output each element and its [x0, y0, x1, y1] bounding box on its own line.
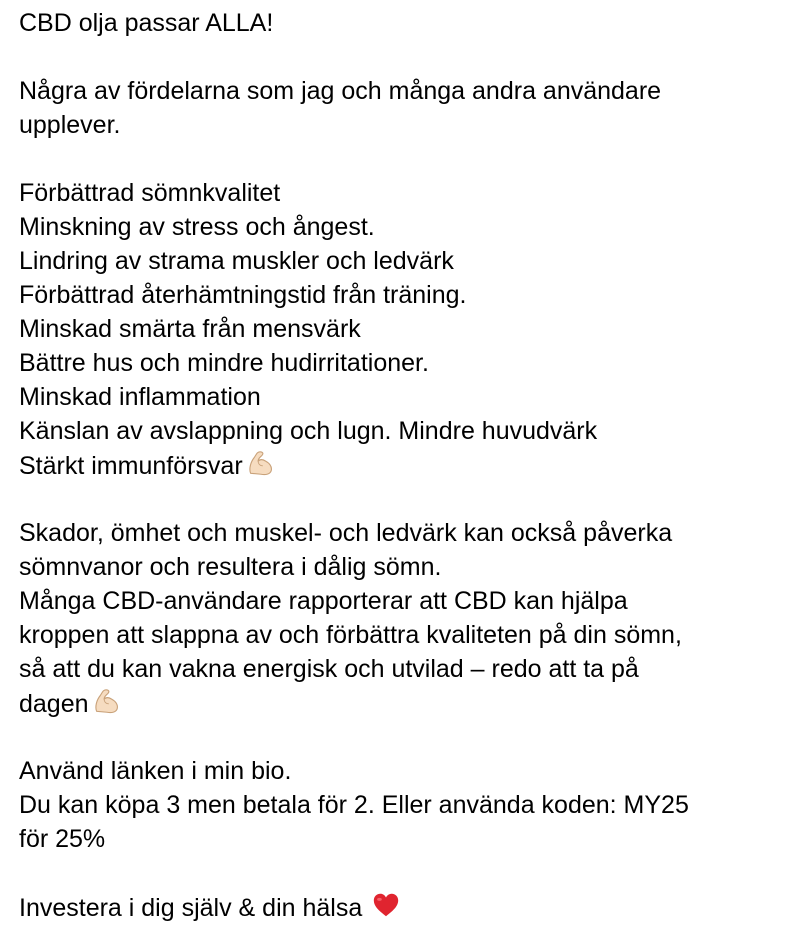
blank-line — [19, 40, 789, 74]
paragraph-line: kroppen att slappna av och förbättra kvaliteten på din sömn, — [19, 621, 682, 649]
intro-line: Några av fördelarna som jag och många andra användare — [19, 77, 662, 105]
paragraph-line-with-icon — [19, 686, 789, 720]
benefit-item: Bättre hus och mindre hudirritationer. — [19, 349, 429, 377]
blank-line — [19, 482, 789, 516]
benefit-item: Stärkt immunförsvar — [19, 452, 243, 480]
benefit-item: Lindring av strama muskler och ledvärk — [19, 247, 454, 275]
paragraph-line: Skador, ömhet och muskel- och ledvärk kan också påverka — [19, 519, 673, 547]
closing-line-with-icon — [19, 890, 789, 924]
benefit-item: Känslan av avslappning och lugn. Mindre huvudvärk — [19, 417, 598, 445]
benefit-item: Minskning av stress och ångest. — [19, 213, 375, 241]
blank-line — [19, 142, 789, 176]
benefit-item-with-icon — [19, 448, 789, 482]
benefit-item: Minskad smärta från mensvärk — [19, 315, 361, 343]
offer-line: Du kan köpa 3 men betala för 2. Eller använda koden: MY25 — [19, 791, 689, 819]
flexed-biceps-icon — [245, 448, 275, 478]
blank-line — [19, 856, 789, 890]
closing-line: Investera i dig själv & din hälsa — [19, 894, 363, 922]
note-title: CBD olja passar ALLA! — [19, 9, 274, 37]
paragraph-line: dagen — [19, 690, 89, 718]
intro-line: upplever. — [19, 111, 121, 139]
benefit-item: Förbättrad återhämtningstid från träning. — [19, 281, 467, 309]
blank-line — [19, 720, 789, 754]
paragraph-line: så att du kan vakna energisk och utvilad – redo att ta på — [19, 655, 639, 683]
benefit-item: Minskad inflammation — [19, 383, 261, 411]
flexed-biceps-icon — [91, 686, 121, 716]
benefit-item: Förbättrad sömnkvalitet — [19, 179, 281, 207]
paragraph-line: sömnvanor och resultera i dålig sömn. — [19, 553, 442, 581]
offer-line: för 25% — [19, 825, 106, 853]
paragraph-line: Många CBD-användare rapporterar att CBD kan hjälpa — [19, 587, 628, 615]
offer-line: Använd länken i min bio. — [19, 757, 292, 785]
red-heart-icon — [371, 890, 401, 920]
